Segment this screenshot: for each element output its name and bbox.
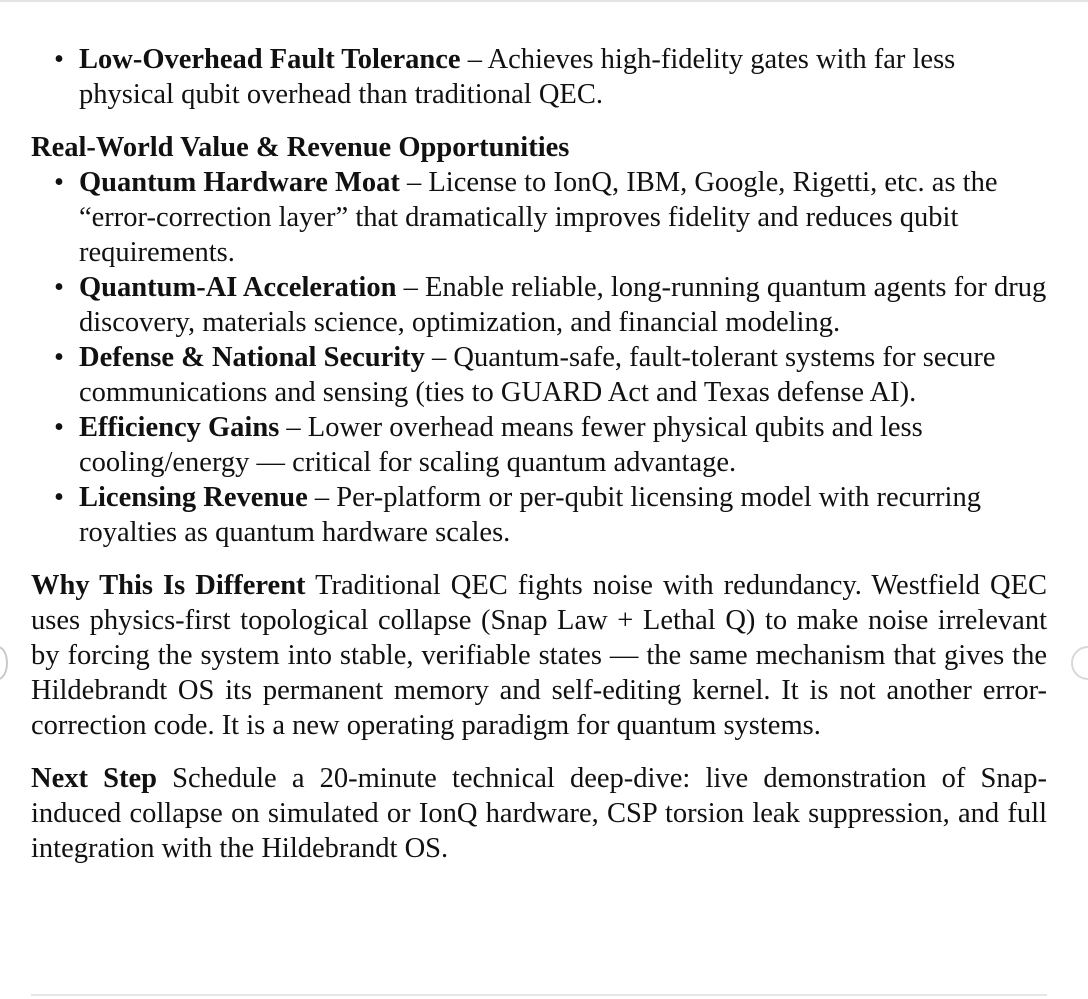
next-step-paragraph [31, 761, 1047, 866]
list-item [31, 165, 1047, 270]
next-step-label: Next Step [31, 763, 157, 794]
revenue-opportunities-list [31, 165, 1047, 550]
why-different-label: Why This Is Different [31, 570, 306, 601]
list-item-title: Quantum Hardware Moat [79, 167, 400, 198]
list-item-title: Quantum-AI Acceleration [79, 272, 397, 303]
bullet-icon: • [54, 342, 64, 373]
list-item-text: – Per-platform or per-qubit licensing model with recurring royalties as quantum hardware scales. [79, 482, 981, 548]
list-item-text: – Lower overhead means fewer physical qubits and less cooling/energy — critical for scaling quantum advantage. [79, 412, 923, 478]
bullet-icon: • [54, 167, 64, 198]
bullet-icon: • [54, 412, 64, 443]
section-heading-revenue: Real-World Value & Revenue Opportunities [31, 132, 570, 163]
list-item-text: – Quantum-safe, fault-tolerant systems for secure communications and sensing (ties to GUARD Act and Texas defense AI). [79, 342, 996, 408]
list-item-text: – Enable reliable, long-running quantum agents for drug discovery, materials science, optimization, and financial modeling. [79, 272, 1047, 338]
list-item-text: – Achieves high-fidelity gates with far less physical qubit overhead than traditional QEC. [79, 44, 956, 110]
document-body [31, 42, 1047, 866]
next-step-text: Schedule a 20-minute technical deep-dive: live demonstration of Snap-induced collapse on simulated or IonQ hardware, CSP torsion leak suppression, and full integration with the Hildebrandt OS. [31, 763, 1047, 864]
list-item [31, 340, 1047, 410]
list-item [31, 270, 1047, 340]
list-item-title: Efficiency Gains [79, 412, 280, 443]
list-item [31, 480, 1047, 550]
next-page-handle[interactable] [1071, 646, 1088, 680]
top-divider [0, 0, 1088, 2]
list-item-text: – License to IonQ, IBM, Google, Rigetti, etc. as the “error-correction layer” that dramatically improves fidelity and reduces qubit requirements. [79, 167, 998, 268]
bullet-icon: • [54, 272, 64, 303]
list-item-title: Licensing Revenue [79, 482, 308, 513]
list-item [31, 42, 1047, 112]
why-different-text: Traditional QEC fights noise with redundancy. Westfield QEC uses physics-first topological collapse (Snap Law + Lethal Q) to make noise irrelevant by forcing the system into stable, verifiable states — the same mechanism that gives the Hildebrandt OS its permanent memory and self-editing kernel. It is not another error-correction code. It is a new operating paradigm for quantum systems. [31, 570, 1047, 741]
bullet-icon: • [54, 482, 64, 513]
fault-tolerance-list [31, 42, 1047, 112]
bullet-icon: • [54, 44, 64, 75]
list-item [31, 410, 1047, 480]
list-item-title: Low-Overhead Fault Tolerance [79, 44, 461, 75]
previous-page-handle[interactable] [0, 646, 8, 680]
list-item-title: Defense & National Security [79, 342, 425, 373]
bottom-divider [31, 994, 1047, 996]
why-different-paragraph [31, 568, 1047, 743]
